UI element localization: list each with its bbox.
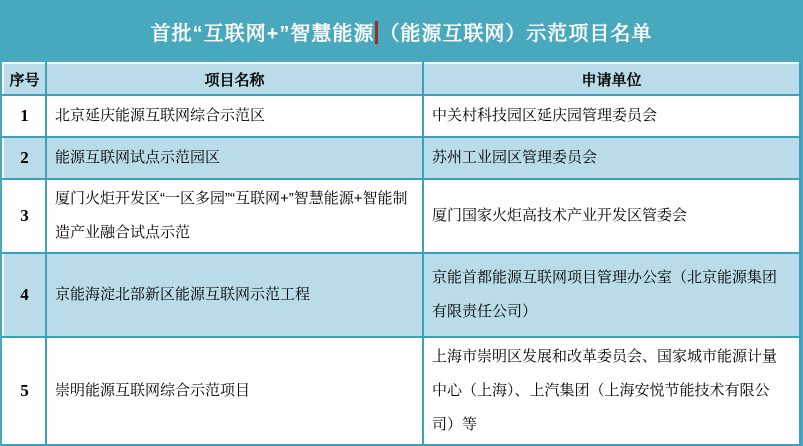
table-row [3,95,800,137]
table-row [3,179,800,253]
projects-table [2,62,801,446]
table-row [3,253,800,337]
applicant-cell: 苏州工业园区管理委员会 [423,137,800,179]
document-title-bar [0,0,803,62]
project-name-cell: 能源互联网试点示范园区 [46,137,423,179]
applicant-cell: 厦门国家火炬高技术产业开发区管委会 [423,179,800,253]
row-number: 5 [3,337,46,445]
row-number: 3 [3,179,46,253]
column-header-project-name: 项目名称 [46,63,423,95]
column-header-index: 序号 [3,63,46,95]
applicant-cell: 京能首都能源互联网项目管理办公室（北京能源集团有限责任公司） [423,253,800,337]
project-name-cell: 崇明能源互联网综合示范项目 [46,337,423,445]
project-name-cell: 京能海淀北部新区能源互联网示范工程 [46,253,423,337]
title-text-before-cursor: 首批“互联网+”智慧能源 [150,22,375,45]
applicant-cell: 上海市崇明区发展和改革委员会、国家城市能源计量中心（上海）、上汽集团（上海安悦节能技术有限公司）等 [423,337,800,445]
column-header-applicant: 申请单位 [423,63,800,95]
text-cursor [375,21,378,44]
project-name-cell: 厦门火炬开发区“一区多园”“互联网+”智慧能源+智能制造产业融合试点示范 [46,179,423,253]
table-row [3,137,800,179]
project-name-cell: 北京延庆能源互联网综合示范区 [46,95,423,137]
page-title[interactable] [151,17,653,46]
row-number: 2 [3,137,46,179]
row-number: 1 [3,95,46,137]
applicant-cell: 中关村科技园区延庆园管理委员会 [423,95,800,137]
table-header-row [3,63,800,95]
row-number: 4 [3,253,46,337]
table-row [3,337,800,445]
title-text-after-cursor: （能源互联网）示范项目名单 [379,22,653,45]
